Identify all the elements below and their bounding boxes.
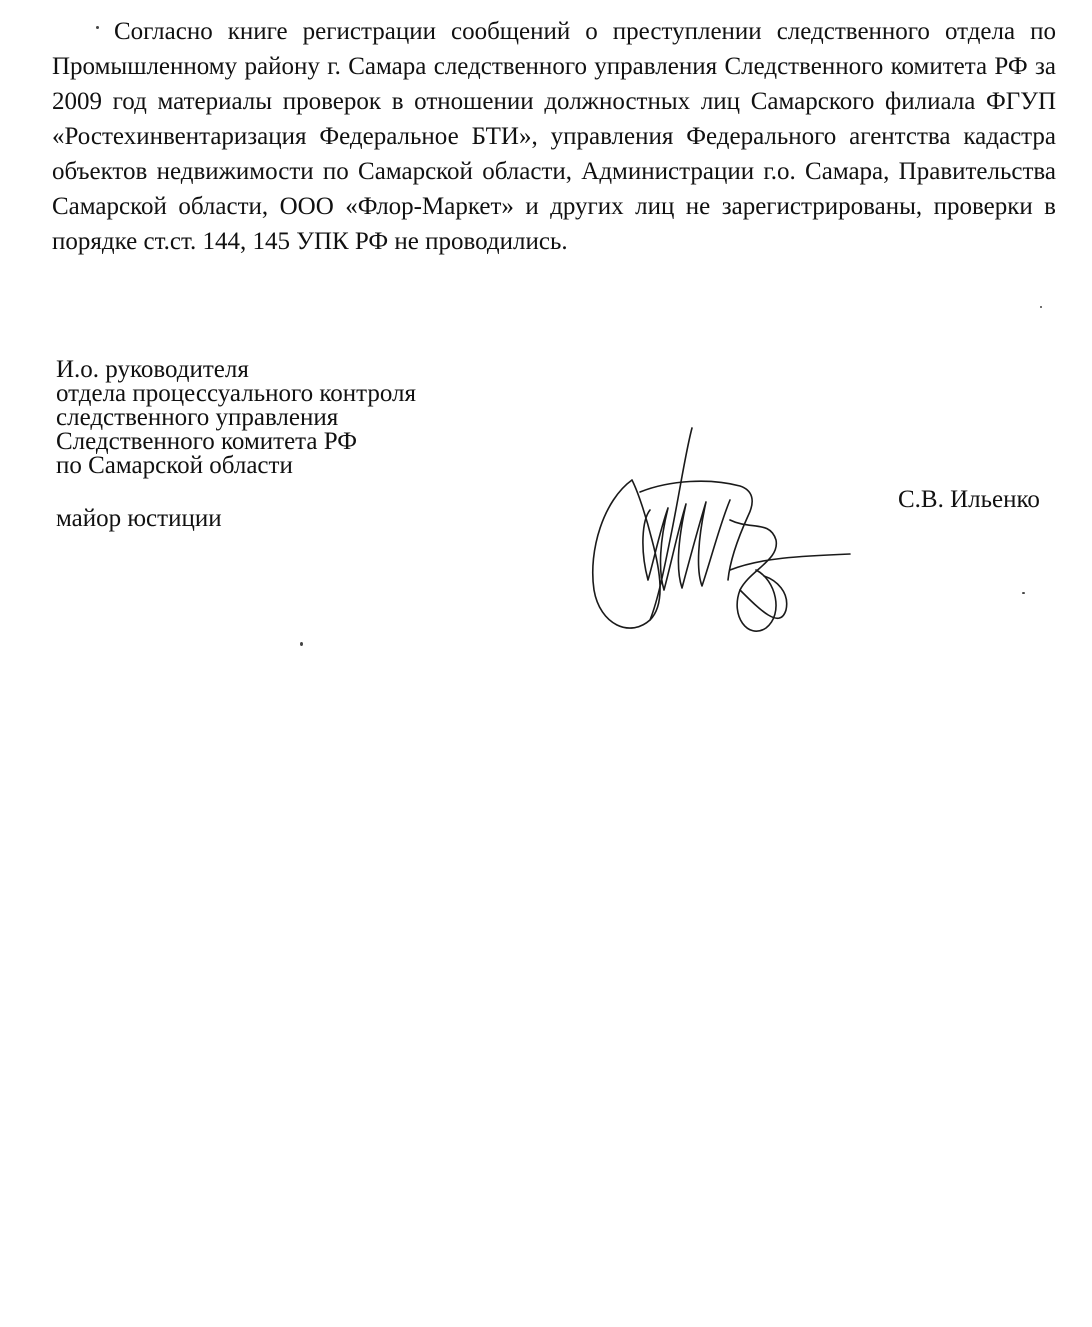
scan-speck: [300, 642, 303, 646]
signatory-name: С.В. Ильенко: [898, 486, 1040, 513]
position-line: И.о. руководителя: [56, 356, 249, 383]
position-line: отдела процессуального контроля: [56, 380, 416, 407]
scan-speck: [96, 26, 99, 29]
handwritten-signature: [580, 420, 860, 650]
signatory-position: [56, 358, 536, 478]
signatory-rank: майор юстиции: [56, 505, 222, 532]
letter-body-paragraph: Согласно книге регистрации сообщений о преступлении следственного отдела по Промышленному району г. Самара следственного управления Следственного комитета РФ за 2009 год материалы проверок в отношении должностных лиц Самарского филиала ФГУП «Ростехинвентаризация Федеральное БТИ», управления Федерального агентства кадастра объектов недвижимости по Самарской области, Администрации г.о. Самара, Правительства Самарской области, ООО «Флор-Маркет» и других лиц не зарегистрированы, проверки в порядке ст.ст. 144, 145 УПК РФ не проводились.: [52, 18, 1056, 255]
position-line: Следственного комитета РФ: [56, 428, 357, 455]
scan-speck: [1040, 306, 1042, 308]
scan-speck: [1022, 592, 1025, 594]
position-line: по Самарской области: [56, 452, 293, 479]
position-line: следственного управления: [56, 404, 339, 431]
